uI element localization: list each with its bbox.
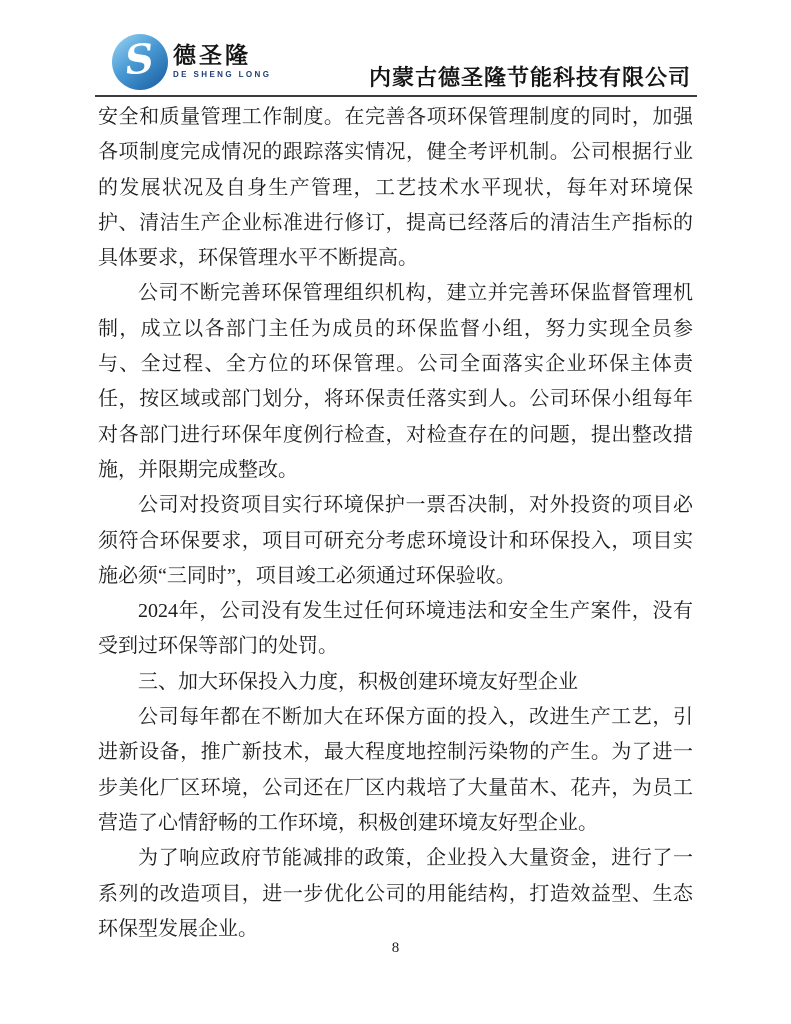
paragraph: 公司不断完善环保管理组织机构，建立并完善环保监督管理机制，成立以各部门主任为成员的环保监督小组，努力实现全员参与、全过程、全方位的环保管理。公司全面落实企业环保主体责任，按区域或部门划分，将环保责任落实到人。公司环保小组每年对各部门进行环保年度例行检查，对检查存在的问题，提出整改措施，并限期完成整改。 <box>98 282 693 481</box>
logo-s-glyph: S <box>122 34 156 85</box>
logo-name-en: DE SHENG LONG <box>173 70 272 80</box>
company-name-header: 内蒙古德圣隆节能科技有限公司 <box>368 65 691 90</box>
header-divider <box>95 95 697 97</box>
paragraph: 为了响应政府节能减排的政策，企业投入大量资金，进行了一系列的改造项目，进一步优化公司的用能结构，打造效益型、生态环保型发展企业。 <box>98 847 693 940</box>
paragraph: 2024年，公司没有发生过任何环境违法和安全生产案件，没有受到过环保等部门的处罚。 <box>98 600 693 658</box>
page-number: 8 <box>391 940 400 956</box>
dragon-s-logo-icon <box>112 34 168 90</box>
paragraph: 公司每年都在不断加大在环保方面的投入，改进生产工艺，引进新设备，推广新技术，最大程度地控制污染物的产生。为了进一步美化厂区环境，公司还在厂区内栽培了大量苗木、花卉，为员工营造了心情舒畅的工作环境，积极创建环境友好型企业。 <box>98 706 693 834</box>
paragraph: 安全和质量管理工作制度。在完善各项环保管理制度的同时，加强各项制度完成情况的跟踪落实情况，健全考评机制。公司根据行业的发展状况及自身生产管理，工艺技术水平现状，每年对环境保护、清洁生产企业标准进行修订，提高已经落后的清洁生产指标的具体要求，环保管理水平不断提高。 <box>98 106 693 270</box>
paragraph: 公司对投资项目实行环境保护一票否决制，对外投资的项目必须符合环保要求，项目可研充分考虑环境设计和环保投入，项目实施必须“三同时”，项目竣工必须通过环保验收。 <box>98 494 693 587</box>
logo-name-cn: 德圣隆 <box>173 42 251 68</box>
logo-text-block <box>173 43 271 79</box>
company-logo <box>112 34 271 90</box>
document-body <box>98 100 693 947</box>
section-heading: 三、加大环保投入力度，积极创建环境友好型企业 <box>138 670 578 693</box>
